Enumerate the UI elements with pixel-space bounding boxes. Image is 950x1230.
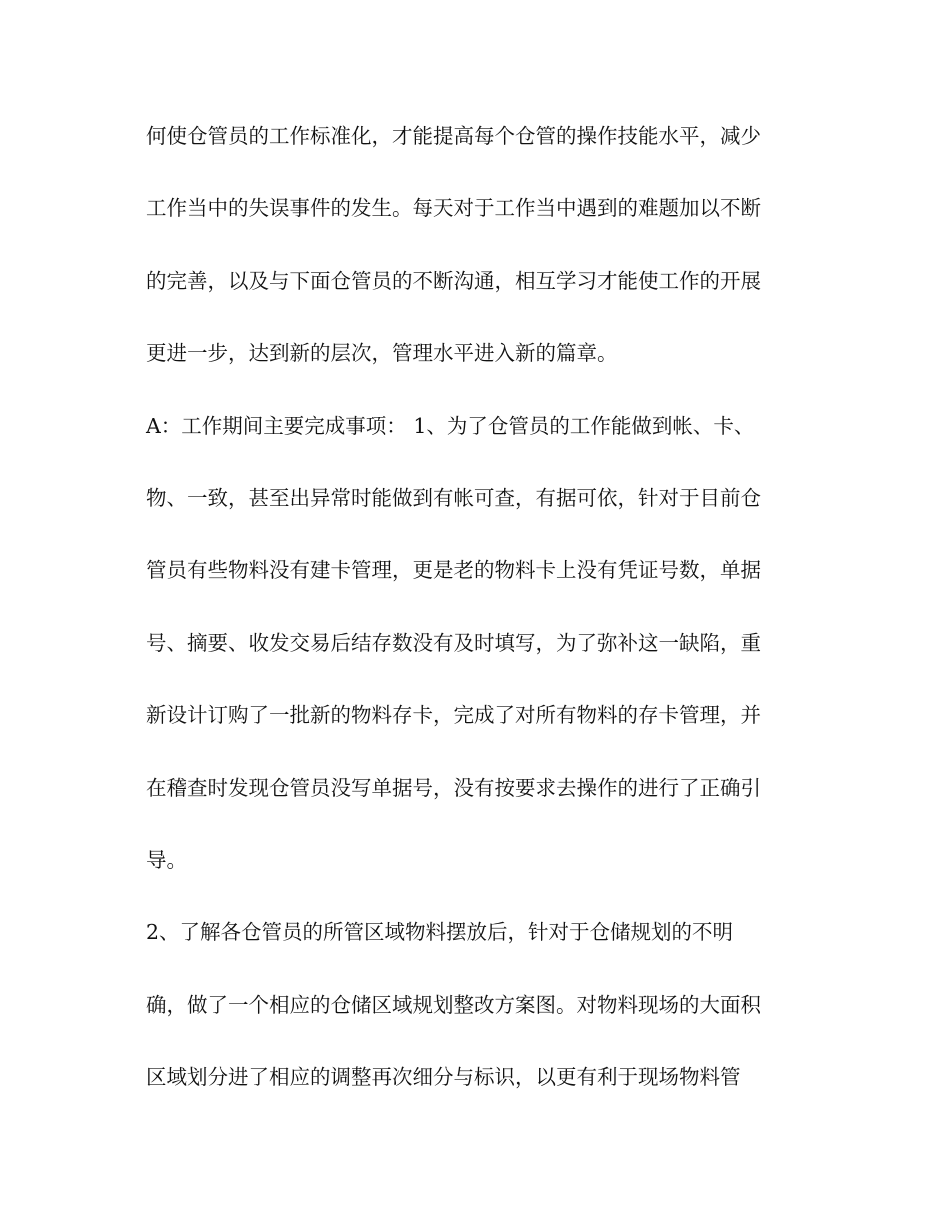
text-line: 物、一致，甚至出异常时能做到有帐可查，有据可依，针对于目前仓	[146, 485, 761, 510]
text-line: 导。	[146, 847, 187, 872]
text-line: 的完善，以及与下面仓管员的不断沟通，相互学习才能使工作的开展	[146, 268, 761, 293]
text-line: 新设计订购了一批新的物料存卡，完成了对所有物料的存卡管理，并	[146, 703, 761, 728]
text-line: 更进一步，达到新的层次，管理水平进入新的篇章。	[146, 341, 618, 366]
text-line: 在稽查时发现仓管员没写单据号，没有按要求去操作的进行了正确引	[146, 775, 761, 800]
document-body	[146, 116, 806, 1129]
text-line: 管员有些物料没有建卡管理，更是老的物料卡上没有凭证号数，单据	[146, 558, 761, 583]
text-line: 确，做了一个相应的仓储区域规划整改方案图。对物料现场的大面积	[146, 992, 761, 1017]
text-line: 工作当中的失误事件的发生。每天对于工作当中遇到的难题加以不断	[146, 196, 761, 221]
text-line: 2、了解各仓管员的所管区域物料摆放后，针对于仓储规划的不明	[146, 920, 734, 945]
text-line: 何使仓管员的工作标准化，才能提高每个仓管的操作技能水平，减少	[146, 124, 761, 148]
text-line: A：工作期间主要完成事项： 1、为了仓管员的工作能做到帐、卡、	[146, 413, 755, 438]
text-line: 号、摘要、收发交易后结存数没有及时填写，为了弥补这一缺陷，重	[146, 630, 761, 655]
text-line: 区域划分进了相应的调整再次细分与标识，以更有利于现场物料管	[146, 1065, 741, 1090]
